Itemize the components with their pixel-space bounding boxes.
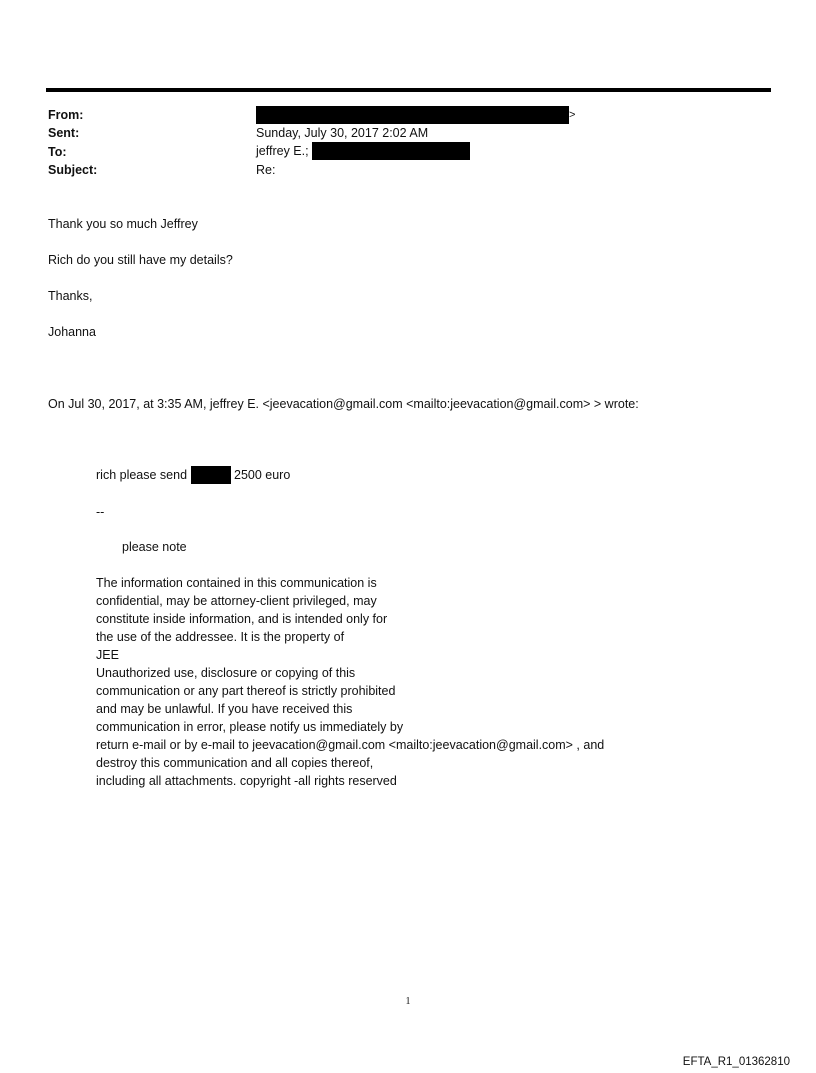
from-value [256,106,575,124]
disclaimer-line: destroy this communication and all copies thereof, [96,756,374,770]
request-line [96,466,290,484]
page-number: 1 [405,996,411,1007]
disclaimer-line: communication in error, please notify us immediately by [96,720,404,734]
note-heading: please note [122,540,187,554]
request-suffix: 2500 euro [234,468,291,482]
subject-label: Subject: [48,163,98,177]
disclaimer-line: JEE [96,648,119,662]
quote-intro: On Jul 30, 2017, at 3:35 AM, jeffrey E. <jeevacation@gmail.com <mailto:jeevacation@gmail.com> > wrote: [48,397,639,411]
body-line: Thank you so much Jeffrey [48,217,198,231]
to-value [256,142,470,160]
disclaimer-line: communication or any part thereof is strictly prohibited [96,684,396,698]
body-line: Rich do you still have my details? [48,253,233,267]
redaction-box [312,142,470,160]
signature-separator: -- [96,505,105,519]
disclaimer-line: the use of the addressee. It is the property of [96,630,345,644]
redaction-box [191,466,231,484]
disclaimer-line: Unauthorized use, disclosure or copying of this [96,666,356,680]
disclaimer-line: including all attachments. copyright -all rights reserved [96,774,397,788]
header-rule [46,88,771,92]
sent-label: Sent: [48,126,80,140]
disclaimer-line: constitute inside information, and is intended only for [96,612,388,626]
subject-value: Re: [256,163,276,177]
from-suffix: > [569,109,576,121]
body-line: Thanks, [48,289,93,303]
disclaimer-line: confidential, may be attorney-client privileged, may [96,594,377,608]
bates-number: EFTA_R1_01362810 [682,1056,790,1068]
request-prefix: rich please send [96,468,188,482]
disclaimer-line: return e-mail or by e-mail to jeevacation@gmail.com <mailto:jeevacation@gmail.com> , and [96,738,605,752]
signature-name: Johanna [48,325,96,339]
from-label: From: [48,108,84,122]
disclaimer-line: The information contained in this communication is [96,576,377,590]
to-recipient: jeffrey E.; [256,144,309,158]
redaction-box [256,106,569,124]
disclaimer-line: and may be unlawful. If you have received this [96,702,353,716]
to-label: To: [48,145,67,159]
sent-value: Sunday, July 30, 2017 2:02 AM [256,126,429,140]
disclaimer-block [96,574,604,790]
